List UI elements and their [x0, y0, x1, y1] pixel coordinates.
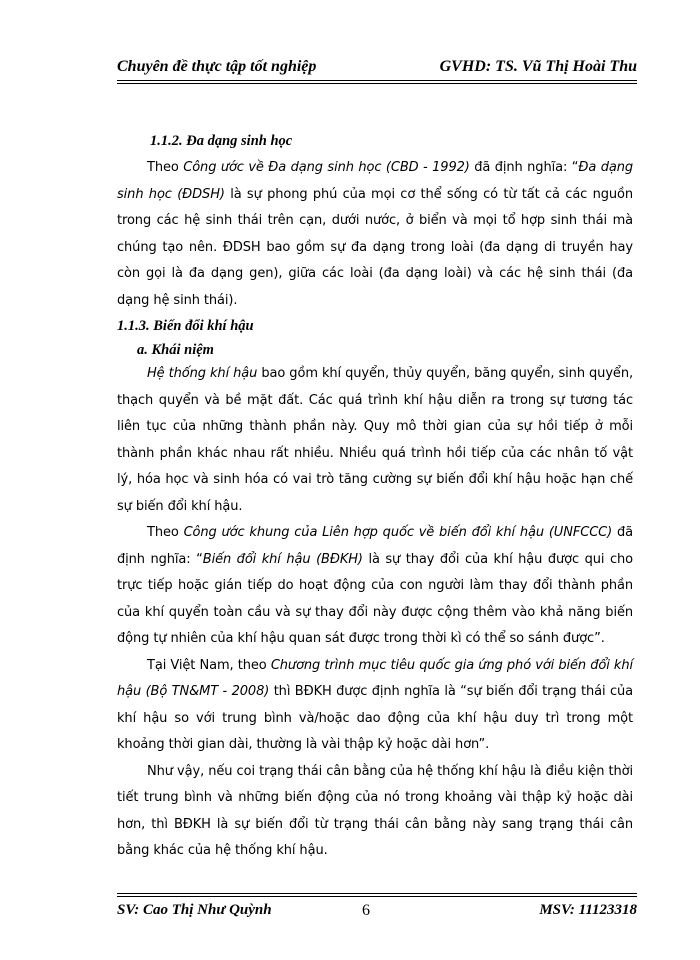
citation-unfccc: Công ước khung của Liên hợp quốc về biến đổi khí hậu (UNFCCC) — [183, 525, 613, 540]
text-run: là sự phong phú của mọi cơ thể sống có từ tất cả các nguồn trong các hệ sinh thái trên cạn, dưới nước, ở biển và mọi tổ hợp sinh thái mà chúng tạo nên. ĐDSH bao gồm sự đa dạng trong loài (đa dạng di truyền hay còn gọi là đa dạng gen), giữa các loài (đa dạng loài) và các hệ sinh thái (đa dạng hệ sinh thái). — [117, 186, 633, 308]
term-climate-system: Hệ thống khí hậu — [147, 366, 258, 381]
header-divider-thin — [117, 83, 637, 84]
subsection-heading-a: a. Khái niệm — [137, 342, 214, 358]
footer-student-name: SV: Cao Thị Như Quỳnh — [117, 902, 272, 918]
paragraph-unfccc-definition — [117, 520, 633, 653]
paragraph-biodiversity-definition — [117, 155, 633, 314]
page-footer — [117, 902, 637, 926]
text-run: thì BĐKH được định nghĩa là “sự biến đổi trạng thái của khí hậu so với trung bình và/hoặc dao động của khí hậu duy trì trong một khoảng thời gian dài, thường là vài thập kỷ hoặc dài hơn”. — [117, 684, 633, 752]
citation-national-program: Chương trình mục tiêu quốc gia ứng phó với biến đổi khí hậu (Bộ TN&MT - 2008) — [117, 657, 633, 699]
text-run: Theo — [147, 525, 184, 540]
paragraph-vietnam-definition — [117, 653, 633, 759]
text-run: đã định nghĩa: “ — [469, 160, 579, 175]
paragraph-climate-system — [117, 361, 633, 520]
section-heading-1-1-3: 1.1.3. Biến đổi khí hậu — [117, 318, 254, 334]
text-run: bao gồm khí quyển, thủy quyển, băng quyển, sinh quyển, thạch quyển và bề mặt đất. Các quá trình khí hậu diễn ra trong sự tương tác liên tục của những thành phần này. Quy mô thời gian của sự hồi tiếp ở mỗi thành phần khác nhau rất nhiều. Nhiều quá trình hồi tiếp của các nhân tố vật lý, hóa học và sinh hóa có vai trò tăng cường sự biến đổi khí hậu hoặc hạn chế sự biến đổi khí hậu. — [117, 366, 633, 514]
header-divider — [117, 80, 637, 81]
paragraph-conclusion: Như vậy, nếu coi trạng thái cân bằng của hệ thống khí hậu là điều kiện thời tiết trung bình và những biến động của nó trong khoảng vài thập kỷ hoặc dài hơn, thì BĐKH là sự biến đổi từ trạng thái cân bằng này sang trạng thái cân bằng khác của hệ thống khí hậu. — [117, 763, 633, 858]
term-bdkh: Biến đổi khí hậu (BĐKH) — [202, 551, 363, 567]
footer-divider-thin — [117, 893, 637, 894]
citation-cbd: Công ước về Đa dạng sinh học (CBD - 1992) — [183, 160, 470, 175]
text-run: Tại Việt Nam, theo — [147, 657, 271, 673]
page-number: 6 — [362, 902, 370, 919]
header-course-title: Chuyên đề thực tập tốt nghiệp — [117, 58, 317, 75]
footer-divider — [117, 896, 637, 897]
footer-student-id: MSV: 11123318 — [539, 902, 637, 918]
section-1-1-2-body — [117, 155, 633, 314]
text-run: Theo — [147, 160, 184, 175]
section-1-1-3-body — [117, 361, 633, 865]
text-run: là sự thay đổi của khí hậu được qui cho trực tiếp hoặc gián tiếp do hoạt động của con người làm thay đổi thành phần của khí quyển toàn cầu và sự thay đổi này được cộng thêm vào khả năng biến động tự nhiên của khí hậu quan sát được trong thời kì có thể so sánh được”. — [117, 551, 633, 646]
term-ddsh: Đa dạng sinh học (ĐDSH) — [117, 160, 634, 202]
header-advisor: GVHD: TS. Vũ Thị Hoài Thu — [439, 58, 637, 75]
text-run: đã định nghĩa: “ — [117, 525, 633, 567]
section-heading-1-1-2: 1.1.2. Đa dạng sinh học — [150, 133, 293, 149]
